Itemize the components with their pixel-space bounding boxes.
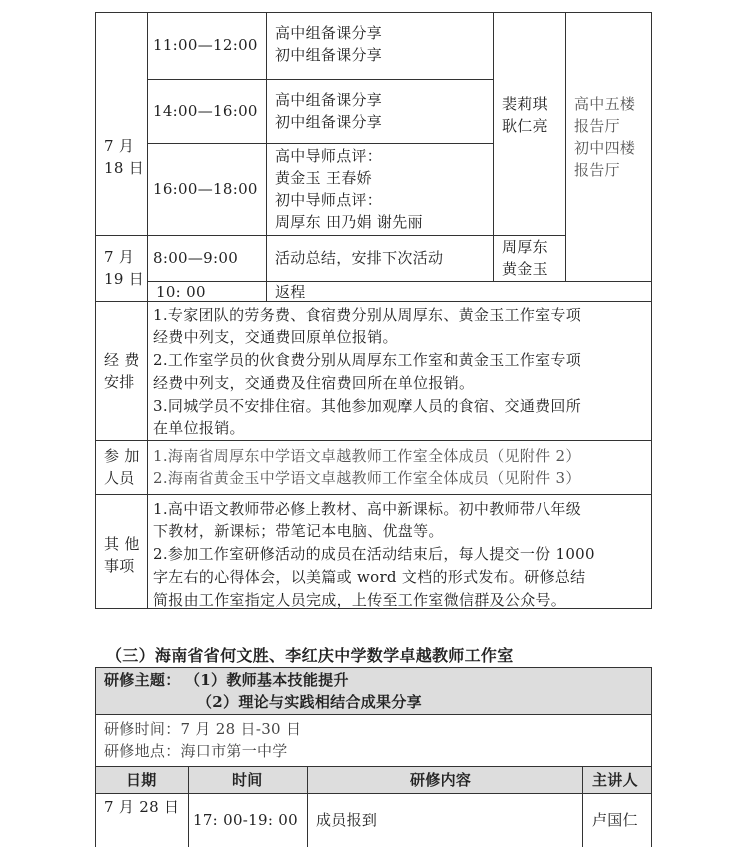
row-label: 安排 [104,373,135,391]
content-line: 初中组备课分享 [275,113,383,131]
venue-cell: 初中四楼 [574,139,636,157]
table-border-left [95,12,96,609]
box-line-3 [95,793,652,794]
time-cell: 17: 00-19: 00 [193,811,298,829]
row-label: 其 他 [104,535,140,553]
venue-cell: 高中五楼 [574,95,636,113]
speaker-cell: 卢国仁 [592,811,638,829]
row-line-2 [147,143,493,144]
time-cell: 16:00—18:00 [153,180,258,198]
row-line-4 [147,281,652,282]
text-line: 简报由工作室指定人员完成，上传至工作室微信群及公众号。 [153,591,567,609]
row-line-1 [147,79,493,80]
content-line: 返程 [275,283,306,301]
venue-cell: 报告厅 [574,161,620,179]
box-border-right [651,667,652,847]
box-col-2 [307,766,308,847]
speaker-cell: 裴莉琪 [502,95,548,113]
time-cell: 8:00—9:00 [153,249,239,267]
research-time: 研修时间：7 月 28 日-30 日 [104,720,302,738]
box-col-1 [188,766,189,847]
text-line: 2.工作室学员的伙食费分别从周厚东工作室和黄金玉工作室专项 [153,351,582,369]
box-border-top [95,667,652,668]
time-cell: 11:00—12:00 [153,36,258,54]
box-line-2 [95,766,652,767]
section-heading: （三）海南省省何文胜、李红庆中学数学卓越教师工作室 [106,646,514,665]
content-cell: 成员报到 [316,811,378,829]
content-line: 初中导师点评： [275,191,383,209]
box-line-1 [95,714,652,715]
header-band [96,767,651,793]
content-line: 初中组备课分享 [275,46,383,64]
col-line-4 [565,12,566,281]
col-line-3 [493,12,494,281]
row-line-7 [95,494,652,495]
header-speaker: 主讲人 [592,771,638,789]
text-line: 2.海南省黄金玉中学语文卓越教师工作室全体成员（见附件 3） [153,469,581,487]
date-cell: 7 月 [104,248,135,266]
content-line: 高中组备课分享 [275,24,383,42]
theme-label: 研修主题： [104,671,181,689]
date-cell: 18 日 [104,159,145,177]
text-line: 3.同城学员不安排住宿。其他参加观摩人员的食宿、交通费回所 [153,397,582,415]
research-place: 研修地点：海口市第一中学 [104,742,288,760]
time-cell: 10: 00 [156,283,206,301]
row-line-6 [95,440,652,441]
content-line: 高中导师点评： [275,147,383,165]
speaker-cell: 周厚东 [502,238,548,256]
date-cell: 19 日 [104,270,145,288]
text-line: 字左右的心得体会，以美篇或 word 文档的形式发布。研修总结 [153,568,586,586]
text-line: 在单位报销。 [153,419,245,437]
header-time: 时间 [232,771,263,789]
table-border-right [651,12,652,609]
col-line-2 [266,12,267,301]
box-border-left [95,667,96,847]
date-cell: 7 月 [104,137,135,155]
venue-cell: 报告厅 [574,117,620,135]
content-line: 高中组备课分享 [275,91,383,109]
text-line: 2.参加工作室研修活动的成员在活动结束后，每人提交一份 1000 [153,545,595,563]
header-content: 研修内容 [410,771,472,789]
text-line: 经费中列支，交通费回原单位报销。 [153,328,398,346]
theme-item: （2）理论与实践相结合成果分享 [197,693,422,711]
speaker-cell: 黄金玉 [502,260,548,278]
col-line-1 [147,12,148,609]
row-label: 参 加 [104,447,140,465]
content-line: 周厚东 田乃娟 谢先丽 [275,213,423,231]
row-label: 事项 [104,557,135,575]
time-cell: 14:00—16:00 [153,102,258,120]
speaker-cell: 耿仁亮 [502,117,548,135]
row-label: 经 费 [104,351,140,369]
row-line-3 [95,235,565,236]
content-line: 活动总结，安排下次活动 [275,249,444,267]
text-line: 1.专家团队的劳务费、食宿费分别从周厚东、黄金玉工作室专项 [153,306,582,324]
text-line: 经费中列支，交通费及住宿费回所在单位报销。 [153,374,475,392]
header-date: 日期 [126,771,157,789]
content-line: 黄金玉 王春娇 [275,169,372,187]
box-col-3 [582,766,583,847]
theme-item: （1）教师基本技能提升 [185,671,349,689]
date-cell: 7 月 28 日 [104,798,180,816]
text-line: 下教材，新课标；带笔记本电脑、优盘等。 [153,522,444,540]
text-line: 1.高中语文教师带必修上教材、高中新课标。初中教师带八年级 [153,500,582,518]
row-label: 人员 [104,469,135,487]
table-border-top [95,12,652,13]
text-line: 1.海南省周厚东中学语文卓越教师工作室全体成员（见附件 2） [153,447,581,465]
